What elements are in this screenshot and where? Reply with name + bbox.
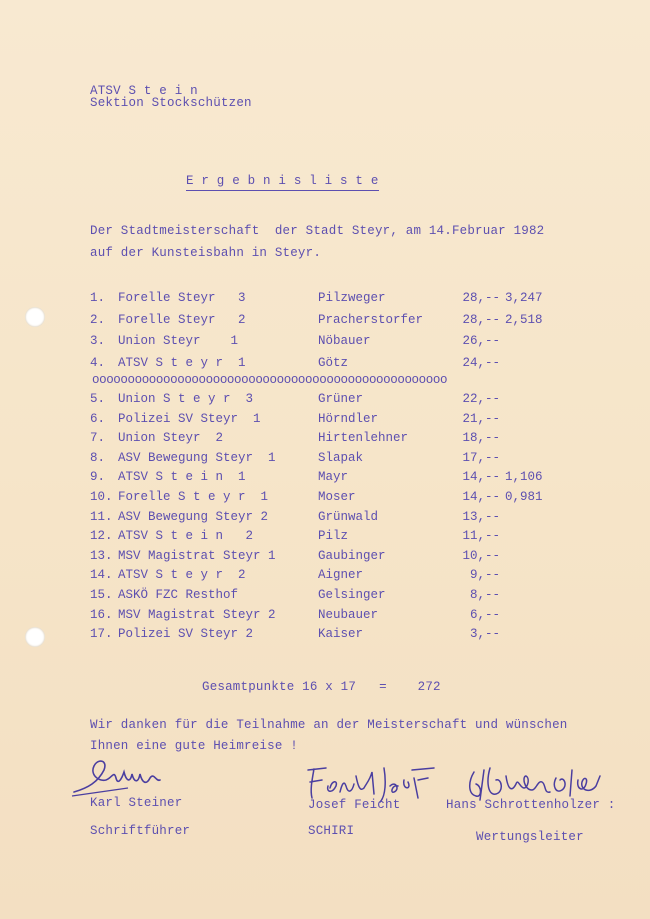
total-points: Gesamtpunkte 16 x 17 = 272 (202, 680, 441, 694)
result-points: 26,-- (462, 334, 500, 348)
result-team: Polizei SV Steyr 1 (118, 411, 261, 426)
result-points: 22,-- (462, 392, 500, 406)
result-player: Mayr (318, 470, 349, 485)
result-points: 14,-- (462, 490, 500, 504)
result-team: Union Steyr 2 (118, 431, 224, 446)
intro-line-1: Der Stadtmeisterschaft der Stadt Steyr, am 14.Februar 1982 (90, 224, 545, 238)
result-rank: 15. (90, 588, 113, 602)
result-tiebreak: 0,981 (505, 490, 543, 504)
result-player: Hörndler (318, 411, 379, 426)
signature-steiner (68, 752, 178, 800)
result-rank: 3. (90, 334, 106, 348)
signatory-role-3: Wertungsleiter (476, 830, 584, 844)
result-rank: 7. (90, 431, 106, 446)
result-rank: 14. (90, 568, 113, 583)
result-row (0, 334, 650, 352)
result-rank: 10. (90, 490, 113, 504)
result-tiebreak: 2,518 (505, 312, 543, 327)
result-points: 9,-- (469, 568, 500, 583)
result-player: Gaubinger (318, 548, 386, 563)
result-rank: 17. (90, 627, 113, 642)
closing-line-1: Wir danken für die Teilnahme an der Meisterschaft und wünschen (90, 718, 568, 732)
result-row (0, 588, 650, 606)
result-team: Forelle Steyr 2 (118, 312, 246, 327)
result-player: Aigner (318, 568, 364, 583)
result-rank: 9. (90, 470, 106, 485)
result-points: 17,-- (462, 450, 500, 465)
intro-line-2: auf der Kunsteisbahn in Steyr. (90, 246, 322, 260)
result-player: Grünwald (318, 509, 379, 524)
result-team: ATSV S t e i n 1 (118, 470, 246, 485)
result-rank: 4. (90, 355, 106, 370)
club-name: ATSV S t e i n (90, 84, 198, 98)
result-points: 21,-- (462, 411, 500, 426)
result-points: 6,-- (469, 607, 500, 622)
signatory-role-2: SCHIRI (308, 824, 355, 838)
result-row (0, 627, 650, 645)
result-rank: 12. (90, 529, 113, 544)
result-tiebreak: 3,247 (505, 291, 543, 305)
result-row (0, 291, 650, 309)
result-row (0, 510, 650, 528)
result-player: Neubauer (318, 607, 379, 622)
separator-line: oooooooooooooooooooooooooooooooooooooooooooooooooo (92, 373, 448, 387)
result-row (0, 313, 650, 331)
result-points: 24,-- (462, 355, 500, 370)
result-row (0, 549, 650, 567)
result-player: Kaiser (318, 627, 364, 642)
result-player: Hirtenlehner (318, 431, 409, 446)
result-player: Slapak (318, 450, 364, 465)
result-row (0, 568, 650, 586)
result-points: 8,-- (469, 588, 500, 602)
result-team: ASV Bewegung Steyr 2 (118, 509, 269, 524)
result-points: 11,-- (462, 529, 500, 544)
signatory-role-1: Schriftführer (90, 824, 191, 838)
signatory-name-2: Josef Feicht (308, 798, 401, 812)
result-team: Forelle S t e y r 1 (118, 490, 269, 504)
result-row (0, 412, 650, 430)
result-row (0, 470, 650, 488)
result-player: Pracherstorfer (318, 312, 424, 327)
result-points: 3,-- (469, 627, 500, 642)
result-player: Götz (318, 355, 349, 370)
result-points: 10,-- (462, 548, 500, 563)
result-player: Nöbauer (318, 334, 371, 348)
signatory-name-3: Hans Schrottenholzer : (446, 798, 616, 812)
result-player: Moser (318, 490, 356, 504)
result-row (0, 490, 650, 508)
result-row (0, 451, 650, 469)
signatory-name-1: Karl Steiner (90, 796, 183, 810)
result-team: ASV Bewegung Steyr 1 (118, 450, 276, 465)
result-team: Forelle Steyr 3 (118, 291, 246, 305)
result-points: 18,-- (462, 431, 500, 446)
result-rank: 5. (90, 392, 106, 406)
result-points: 13,-- (462, 509, 500, 524)
result-rank: 2. (90, 312, 106, 327)
result-player: Gelsinger (318, 588, 386, 602)
result-player: Pilzweger (318, 291, 386, 305)
result-player: Pilz (318, 529, 349, 544)
result-rank: 13. (90, 548, 113, 563)
result-points: 28,-- (462, 312, 500, 327)
result-team: MSV Magistrat Steyr 1 (118, 548, 276, 563)
result-points: 28,-- (462, 291, 500, 305)
result-rank: 6. (90, 411, 106, 426)
result-team: ASKÖ FZC Resthof (118, 588, 239, 602)
result-team: ATSV S t e y r 1 (118, 355, 246, 370)
result-rank: 1. (90, 291, 106, 305)
result-team: MSV Magistrat Steyr 2 (118, 607, 276, 622)
result-points: 14,-- (462, 470, 500, 485)
result-row (0, 608, 650, 626)
result-player: Grüner (318, 392, 364, 406)
result-row (0, 392, 650, 410)
result-row (0, 529, 650, 547)
result-team: ATSV S t e i n 2 (118, 529, 254, 544)
result-row (0, 431, 650, 449)
result-team: ATSV S t e y r 2 (118, 568, 246, 583)
closing-line-2: Ihnen eine gute Heimreise ! (90, 739, 298, 753)
result-rank: 8. (90, 450, 106, 465)
result-team: Union Steyr 1 (118, 334, 239, 348)
result-row (0, 356, 650, 374)
club-section: Sektion Stockschützen (90, 96, 252, 110)
result-rank: 11. (90, 509, 113, 524)
result-team: Polizei SV Steyr 2 (118, 627, 254, 642)
result-team: Union S t e y r 3 (118, 392, 254, 406)
result-rank: 16. (90, 607, 113, 622)
document-title: E r g e b n i s l i s t e (186, 174, 379, 191)
result-tiebreak: 1,106 (505, 470, 543, 485)
